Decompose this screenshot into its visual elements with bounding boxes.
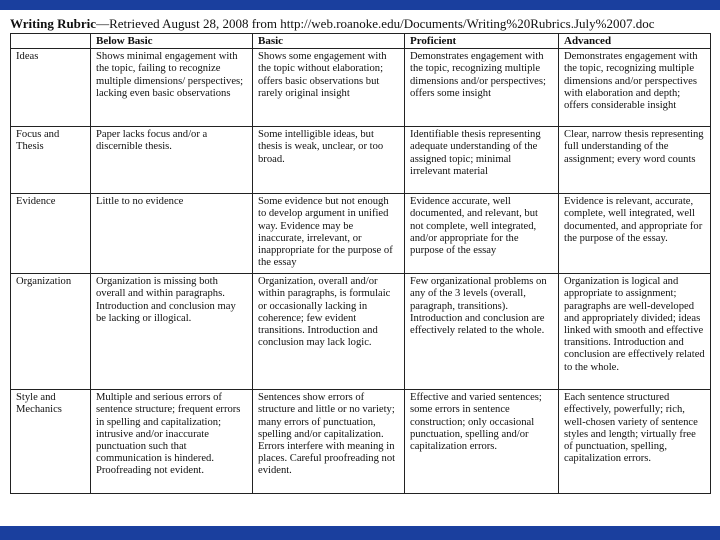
cell-organization-basic: Organization, overall and/or within paragraphs, is formulaic or occasionally lacking in coherence; few evident transitions. Introduction and conclusion may lack logic.: [253, 274, 405, 390]
row-label-evidence: Evidence: [11, 194, 91, 274]
cell-evidence-advanced: Evidence is relevant, accurate, complete, well integrated, well documented, and appropriate for the purpose of the essay.: [559, 194, 711, 274]
row-evidence: [11, 194, 711, 274]
cell-ideas-basic: Shows some engagement with the topic without elaboration; offers basic observations but rarely original insight: [253, 49, 405, 127]
row-style-mechanics: [11, 390, 711, 494]
cell-ideas-below-basic: Shows minimal engagement with the topic, failing to recognize multiple dimensions/ perspectives; lacking even basic observations: [91, 49, 253, 127]
cell-focus-advanced: Clear, narrow thesis representing full understanding of the assignment; every word counts: [559, 127, 711, 194]
page-title: [10, 16, 710, 31]
cell-focus-proficient: Identifiable thesis representing adequate understanding of the assigned topic; minimal irrelevant material: [405, 127, 559, 194]
row-ideas: [11, 49, 711, 127]
cell-style-below-basic: Multiple and serious errors of sentence structure; frequent errors in spelling and capitalization; intrusive and/or inaccurate punctuation such that communication is hindered. Proofreading not evident.: [91, 390, 253, 494]
header-corner: [11, 34, 91, 49]
cell-evidence-proficient: Evidence accurate, well documented, and relevant, but not complete, well integrated, and/or appropriate for the purpose of the essay: [405, 194, 559, 274]
header-below-basic: Below Basic: [91, 34, 253, 49]
header-advanced: Advanced: [559, 34, 711, 49]
header-proficient: Proficient: [405, 34, 559, 49]
header-basic: Basic: [253, 34, 405, 49]
row-label-style-mechanics: Style and Mechanics: [11, 390, 91, 494]
cell-style-proficient: Effective and varied sentences; some errors in sentence construction; only occasional punctuation, spelling and/or capitalization errors.: [405, 390, 559, 494]
cell-evidence-basic: Some evidence but not enough to develop argument in unified way. Evidence may be inaccurate, irrelevant, or inappropriate for the purpose of the essay: [253, 194, 405, 274]
cell-organization-advanced: Organization is logical and appropriate to assignment; paragraphs are well-developed and appropriately divided; ideas linked with smooth and effective transitions. Introduction and conclusion are effectively related to the whole.: [559, 274, 711, 390]
rubric-page: [0, 10, 720, 526]
header-row: [11, 34, 711, 49]
cell-ideas-proficient: Demonstrates engagement with the topic, recognizing multiple dimensions and/or perspectives; offers some insight: [405, 49, 559, 127]
cell-organization-proficient: Few organizational problems on any of the 3 levels (overall, paragraph, transitions). Introduction and conclusion are effectively related to the whole.: [405, 274, 559, 390]
cell-focus-basic: Some intelligible ideas, but thesis is weak, unclear, or too broad.: [253, 127, 405, 194]
row-organization: [11, 274, 711, 390]
cell-style-basic: Sentences show errors of structure and little or no variety; many errors of punctuation, spelling and/or capitalization. Errors interfere with meaning in places. Careful proofreading not evident.: [253, 390, 405, 494]
title-bold: Writing Rubric: [10, 16, 97, 31]
cell-organization-below-basic: Organization is missing both overall and within paragraphs. Introduction and conclusion may be lacking or illogical.: [91, 274, 253, 390]
rubric-table: [10, 33, 711, 494]
cell-focus-below-basic: Paper lacks focus and/or a discernible thesis.: [91, 127, 253, 194]
cell-ideas-advanced: Demonstrates engagement with the topic, recognizing multiple dimensions and/or perspectives with elaboration and depth; offers considerable insight: [559, 49, 711, 127]
bottom-frame-bar: [0, 526, 720, 540]
cell-style-advanced: Each sentence structured effectively, powerfully; rich, well-chosen variety of sentence styles and length; virtually free of punctuation, spelling, capitalization errors.: [559, 390, 711, 494]
row-label-ideas: Ideas: [11, 49, 91, 127]
row-label-focus-thesis: Focus and Thesis: [11, 127, 91, 194]
top-frame-bar: [0, 0, 720, 10]
row-label-organization: Organization: [11, 274, 91, 390]
row-focus-thesis: [11, 127, 711, 194]
cell-evidence-below-basic: Little to no evidence: [91, 194, 253, 274]
title-source: —Retrieved August 28, 2008 from http://web.roanoke.edu/Documents/Writing%20Rubrics.July%2007.doc: [96, 16, 655, 31]
